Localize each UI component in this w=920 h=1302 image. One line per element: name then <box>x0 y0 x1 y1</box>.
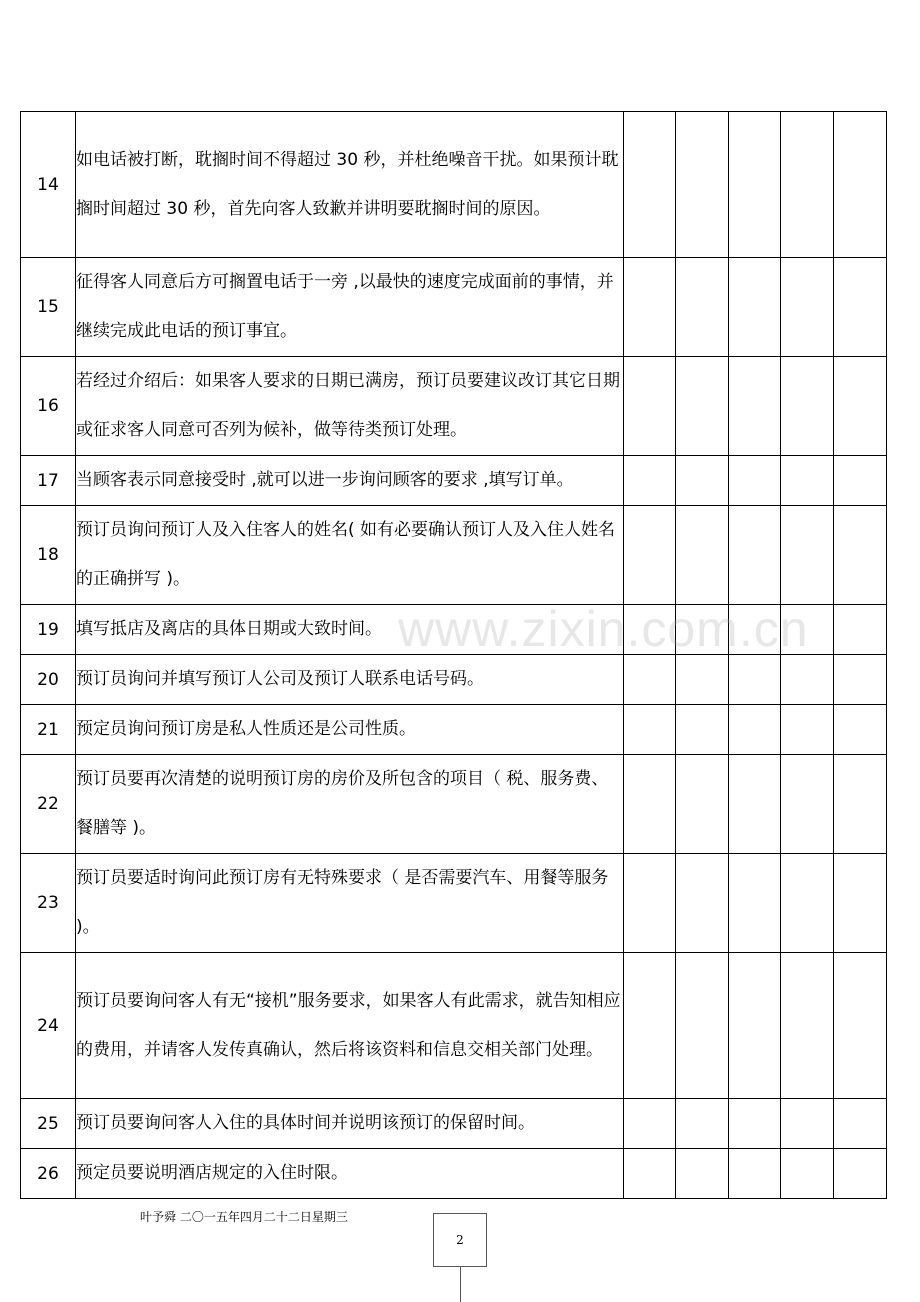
item-number: 20 <box>21 655 76 705</box>
item-text: 预订员要适时询问此预订房有无特殊要求（ 是否需要汽车、用餐等服务 )。 <box>76 854 624 953</box>
item-text: 预订员要再次清楚的说明预订房的房价及所包含的项目（ 税、服务费、餐膳等 )。 <box>76 755 624 854</box>
check-cell <box>834 258 887 357</box>
item-text: 预定员询问预订房是私人性质还是公司性质。 <box>76 705 624 755</box>
check-cell <box>624 258 676 357</box>
item-text: 征得客人同意后方可搁置电话于一旁 ,以最快的速度完成面前的事情，并继续完成此电话的预订事宜。 <box>76 258 624 357</box>
table-row <box>21 953 887 1099</box>
check-cell <box>676 357 729 456</box>
check-cell <box>676 655 729 705</box>
item-text: 预订员询问预订人及入住客人的姓名( 如有必要确认预订人及入住人姓名的正确拼写 )。 <box>76 506 624 605</box>
check-cell <box>781 755 834 854</box>
check-cell <box>834 1099 887 1149</box>
check-cell <box>624 755 676 854</box>
check-cell <box>624 506 676 605</box>
check-cell <box>624 655 676 705</box>
check-cell <box>624 357 676 456</box>
check-cell <box>834 655 887 705</box>
check-cell <box>834 854 887 953</box>
check-cell <box>781 953 834 1099</box>
checklist-table <box>20 111 887 1199</box>
check-cell <box>781 258 834 357</box>
table-row <box>21 258 887 357</box>
item-number: 23 <box>21 854 76 953</box>
check-cell <box>729 755 781 854</box>
check-cell <box>834 705 887 755</box>
check-cell <box>729 357 781 456</box>
check-cell <box>624 112 676 258</box>
table-row <box>21 1149 887 1199</box>
check-cell <box>729 655 781 705</box>
item-text: 当顾客表示同意接受时 ,就可以进一步询问顾客的要求 ,填写订单。 <box>76 456 624 506</box>
item-text: 若经过介绍后：如果客人要求的日期已满房，预订员要建议改订其它日期或征求客人同意可否列为候补，做等待类预订处理。 <box>76 357 624 456</box>
check-cell <box>729 705 781 755</box>
item-text: 填写抵店及离店的具体日期或大致时间。 <box>76 605 624 655</box>
page-divider-line <box>460 1267 461 1302</box>
check-cell <box>624 1099 676 1149</box>
check-cell <box>729 258 781 357</box>
check-cell <box>834 755 887 854</box>
table-row <box>21 605 887 655</box>
check-cell <box>624 1149 676 1199</box>
check-cell <box>624 605 676 655</box>
page-number: 2 <box>433 1213 487 1267</box>
item-number: 14 <box>21 112 76 258</box>
check-cell <box>624 953 676 1099</box>
check-cell <box>676 1149 729 1199</box>
check-cell <box>729 506 781 605</box>
table-row <box>21 655 887 705</box>
check-cell <box>676 854 729 953</box>
item-number: 17 <box>21 456 76 506</box>
check-cell <box>676 506 729 605</box>
item-number: 21 <box>21 705 76 755</box>
check-cell <box>729 605 781 655</box>
item-text: 如电话被打断，耽搁时间不得超过 30 秒，并杜绝噪音干扰。如果预计耽搁时间超过 30 秒，首先向客人致歉并讲明要耽搁时间的原因。 <box>76 112 624 258</box>
check-cell <box>781 357 834 456</box>
check-cell <box>729 953 781 1099</box>
check-cell <box>676 953 729 1099</box>
check-cell <box>676 1099 729 1149</box>
check-cell <box>834 506 887 605</box>
item-text: 预订员询问并填写预订人公司及预订人联系电话号码。 <box>76 655 624 705</box>
item-number: 15 <box>21 258 76 357</box>
item-number: 26 <box>21 1149 76 1199</box>
watermark: www.zixin.com.cn <box>398 601 809 657</box>
check-cell <box>729 456 781 506</box>
item-number: 18 <box>21 506 76 605</box>
item-number: 22 <box>21 755 76 854</box>
table-row <box>21 1099 887 1149</box>
check-cell <box>676 456 729 506</box>
check-cell <box>781 506 834 605</box>
table-row <box>21 112 887 258</box>
check-cell <box>781 705 834 755</box>
check-cell <box>834 1149 887 1199</box>
checklist-body <box>21 112 887 1199</box>
check-cell <box>729 1149 781 1199</box>
item-text: 预订员要询问客人有无“接机”服务要求，如果客人有此需求，就告知相应的费用，并请客人发传真确认，然后将该资料和信息交相关部门处理。 <box>76 953 624 1099</box>
check-cell <box>676 258 729 357</box>
check-cell <box>729 1099 781 1149</box>
check-cell <box>834 112 887 258</box>
item-text: 预定员要说明酒店规定的入住时限。 <box>76 1149 624 1199</box>
item-number: 19 <box>21 605 76 655</box>
table-row <box>21 456 887 506</box>
check-cell <box>781 1099 834 1149</box>
check-cell <box>676 112 729 258</box>
check-cell <box>834 357 887 456</box>
check-cell <box>676 705 729 755</box>
check-cell <box>781 854 834 953</box>
check-cell <box>729 854 781 953</box>
table-row <box>21 854 887 953</box>
check-cell <box>781 605 834 655</box>
check-cell <box>834 456 887 506</box>
item-text: 预订员要询问客人入住的具体时间并说明该预订的保留时间。 <box>76 1099 624 1149</box>
check-cell <box>676 755 729 854</box>
table-row <box>21 506 887 605</box>
item-number: 24 <box>21 953 76 1099</box>
check-cell <box>781 655 834 705</box>
check-cell <box>676 605 729 655</box>
table-row <box>21 357 887 456</box>
footer-author-date: 叶予舜 二〇一五年四月二十二日星期三 <box>140 1210 348 1224</box>
check-cell <box>729 112 781 258</box>
check-cell <box>624 705 676 755</box>
item-number: 25 <box>21 1099 76 1149</box>
check-cell <box>834 605 887 655</box>
check-cell <box>781 112 834 258</box>
table-row <box>21 755 887 854</box>
check-cell <box>834 953 887 1099</box>
check-cell <box>624 456 676 506</box>
item-number: 16 <box>21 357 76 456</box>
check-cell <box>624 854 676 953</box>
check-cell <box>781 456 834 506</box>
table-row <box>21 705 887 755</box>
check-cell <box>781 1149 834 1199</box>
